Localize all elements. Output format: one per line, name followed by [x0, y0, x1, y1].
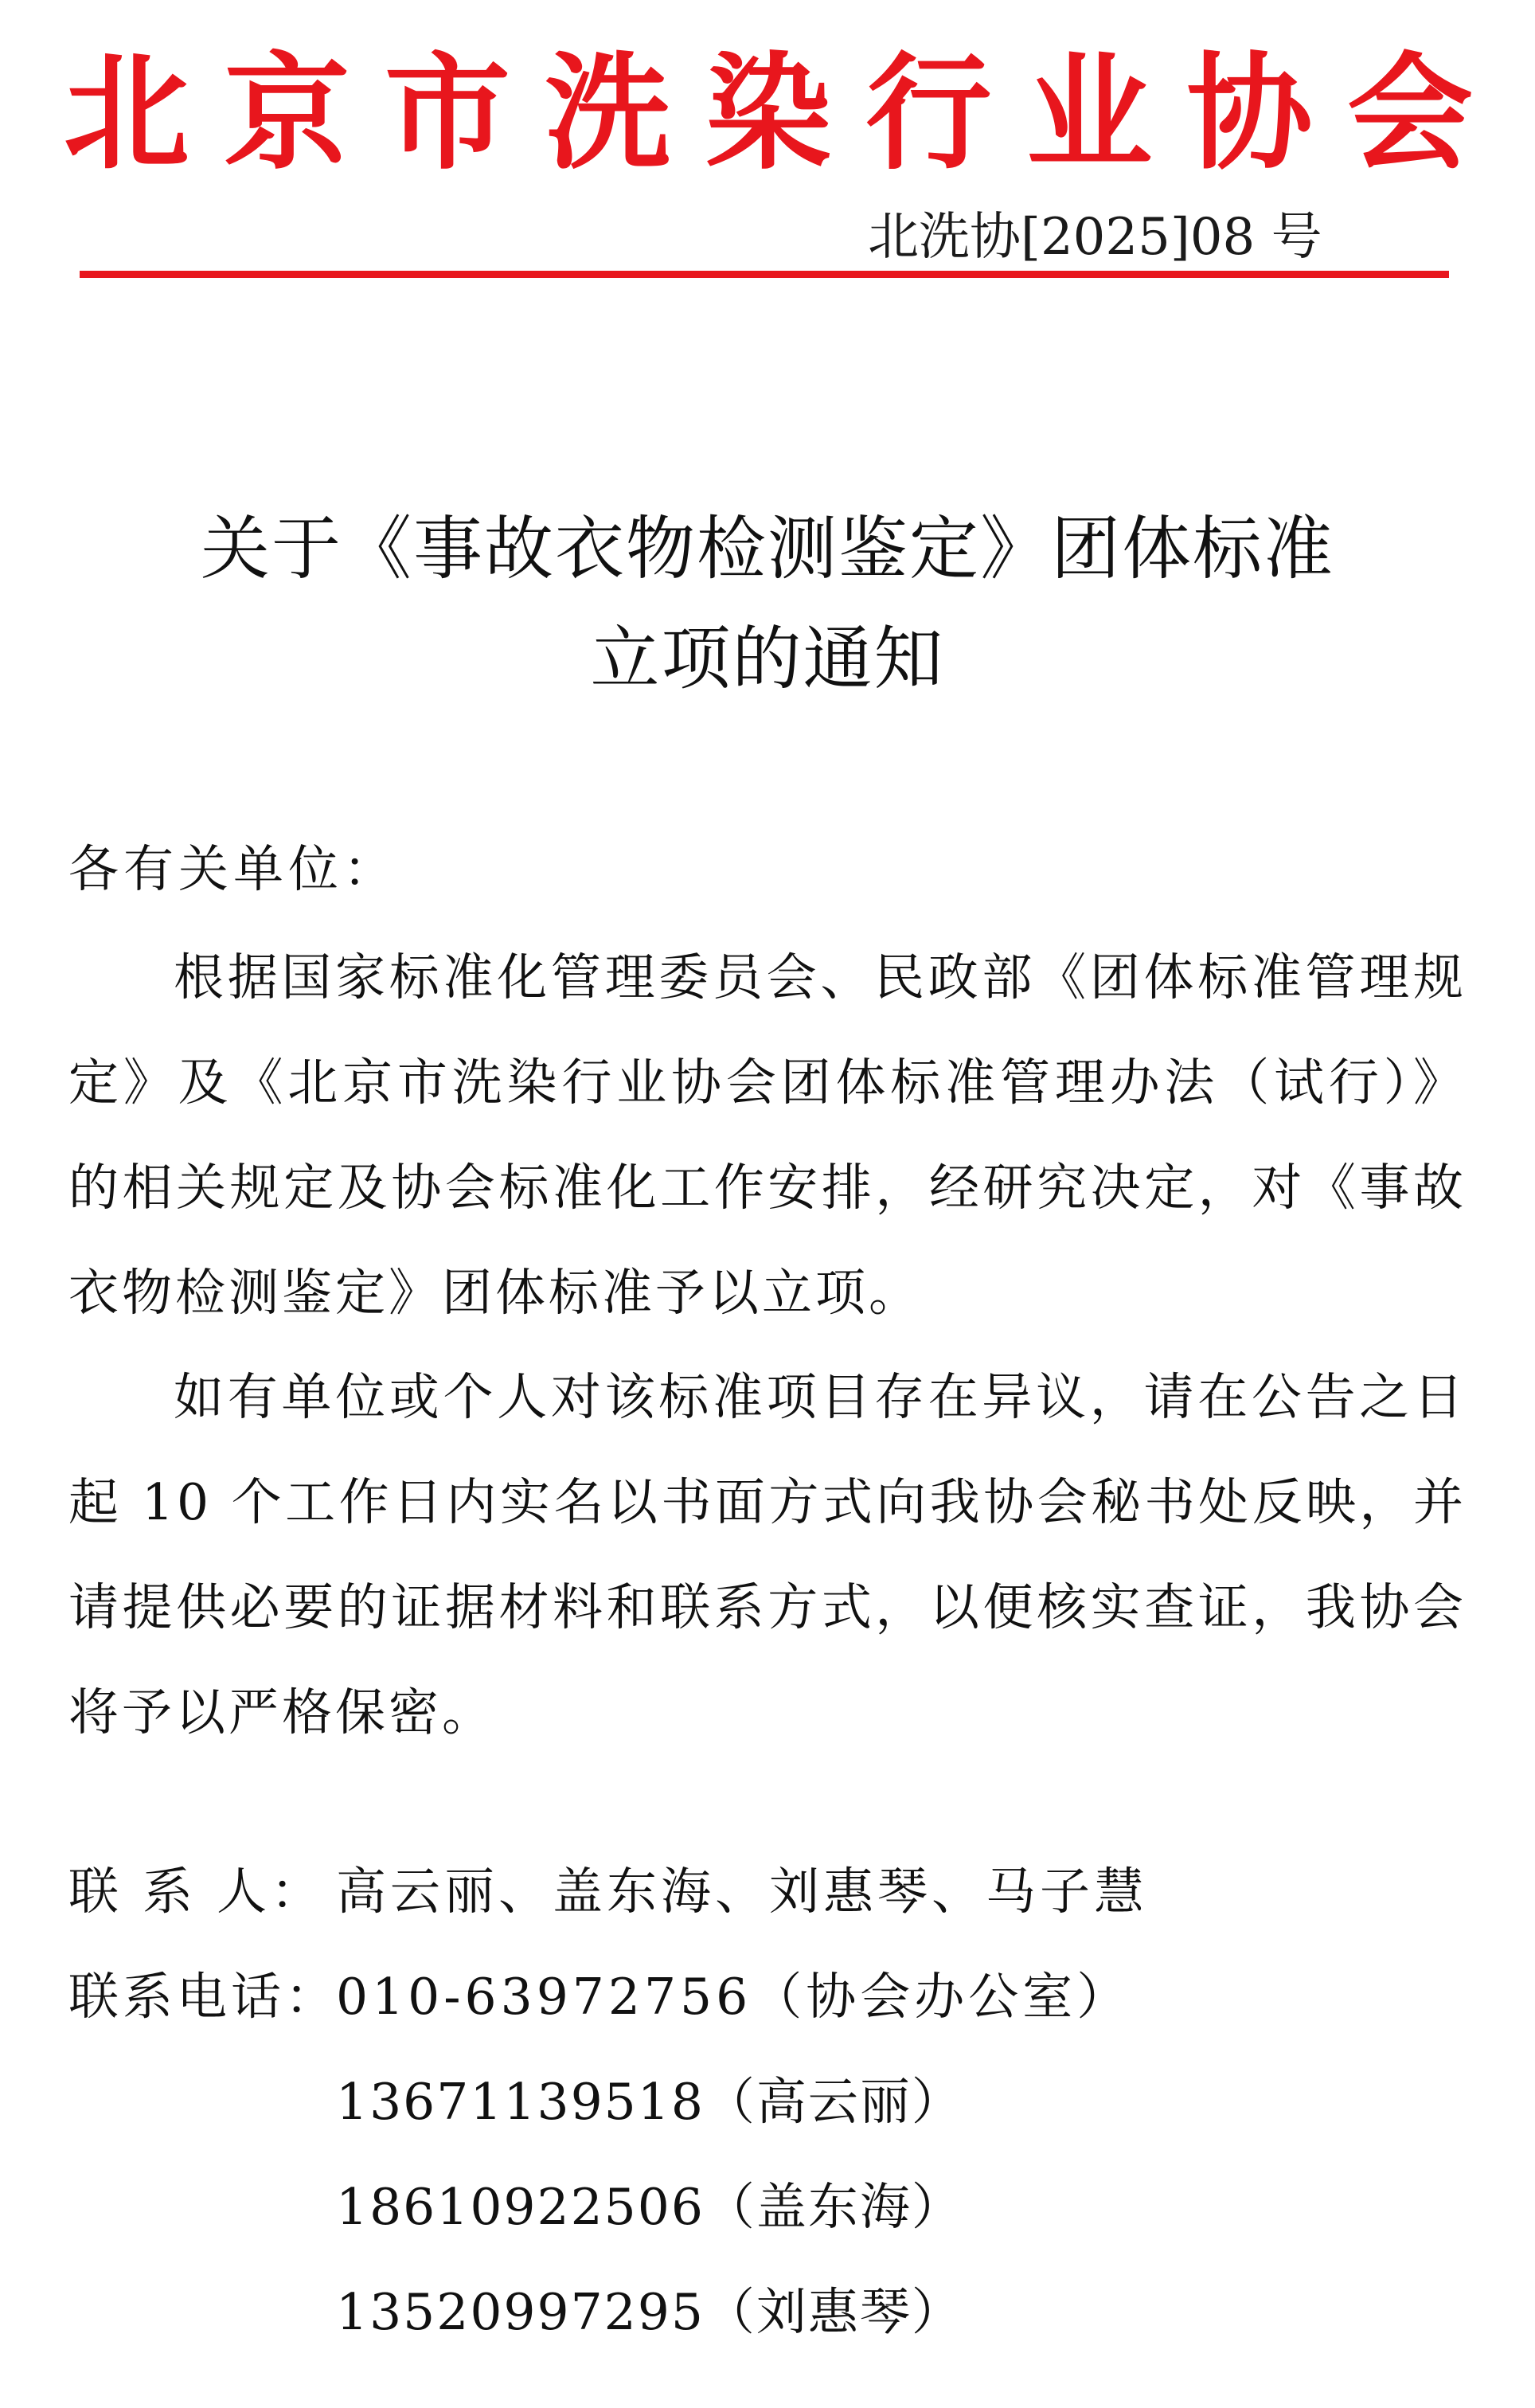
body-paragraph-2: 如有单位或个人对该标准项目存在异议，请在公告之日起 10 个工作日内实名以书面方式向我协会秘书处反映，并请提供必要的证据材料和联系方式，以便核实查证，我协会将予以严格保密。: [68, 1368, 1467, 1742]
org-char: 洗: [545, 41, 671, 187]
org-char: 染: [705, 41, 831, 187]
notice-title-line-1: 关于《事故衣物检测鉴定》团体标准: [201, 508, 1334, 589]
organization-header: [64, 38, 1473, 190]
org-char: 北: [64, 41, 189, 187]
org-char: 市: [385, 41, 510, 187]
org-char: 业: [1026, 41, 1152, 187]
contact-phone-gao: 13671139518（高云丽）: [336, 2073, 963, 2131]
document-number: 北洗协[2025]08 号: [868, 208, 1322, 267]
contact-persons: 高云丽、盖东海、刘惠琴、马子慧: [336, 1863, 1148, 1921]
org-char: 京: [224, 41, 350, 187]
body-paragraph-1: 根据国家标准化管理委员会、民政部《团体标准管理规定》及《北京市洗染行业协会团体标准管理办法（试行）》的相关规定及协会标准化工作安排，经研究决定，对《事故衣物检测鉴定》团体标准予以立项。: [68, 948, 1467, 1322]
org-char: 会: [1347, 41, 1473, 187]
contact-phone-label: 联系电话：: [68, 1968, 339, 2026]
header-divider: [80, 271, 1449, 278]
contact-phone-office: 010-63972756（协会办公室）: [336, 1968, 1131, 2026]
contact-phone-gai: 18610922506（盖东海）: [336, 2178, 963, 2236]
notice-title: [0, 494, 1535, 713]
contact-phone-line: [68, 1965, 1131, 2029]
contact-persons-line: [68, 1860, 1148, 1924]
salutation: 各有关单位：: [68, 840, 398, 898]
contact-phone-liu: 13520997295（刘惠琴）: [336, 2283, 963, 2341]
notice-title-line-2: 立项的通知: [590, 618, 945, 699]
org-char: 行: [865, 41, 992, 187]
org-char: 协: [1186, 41, 1313, 187]
contact-person-label: 联 系 人：: [68, 1863, 326, 1921]
